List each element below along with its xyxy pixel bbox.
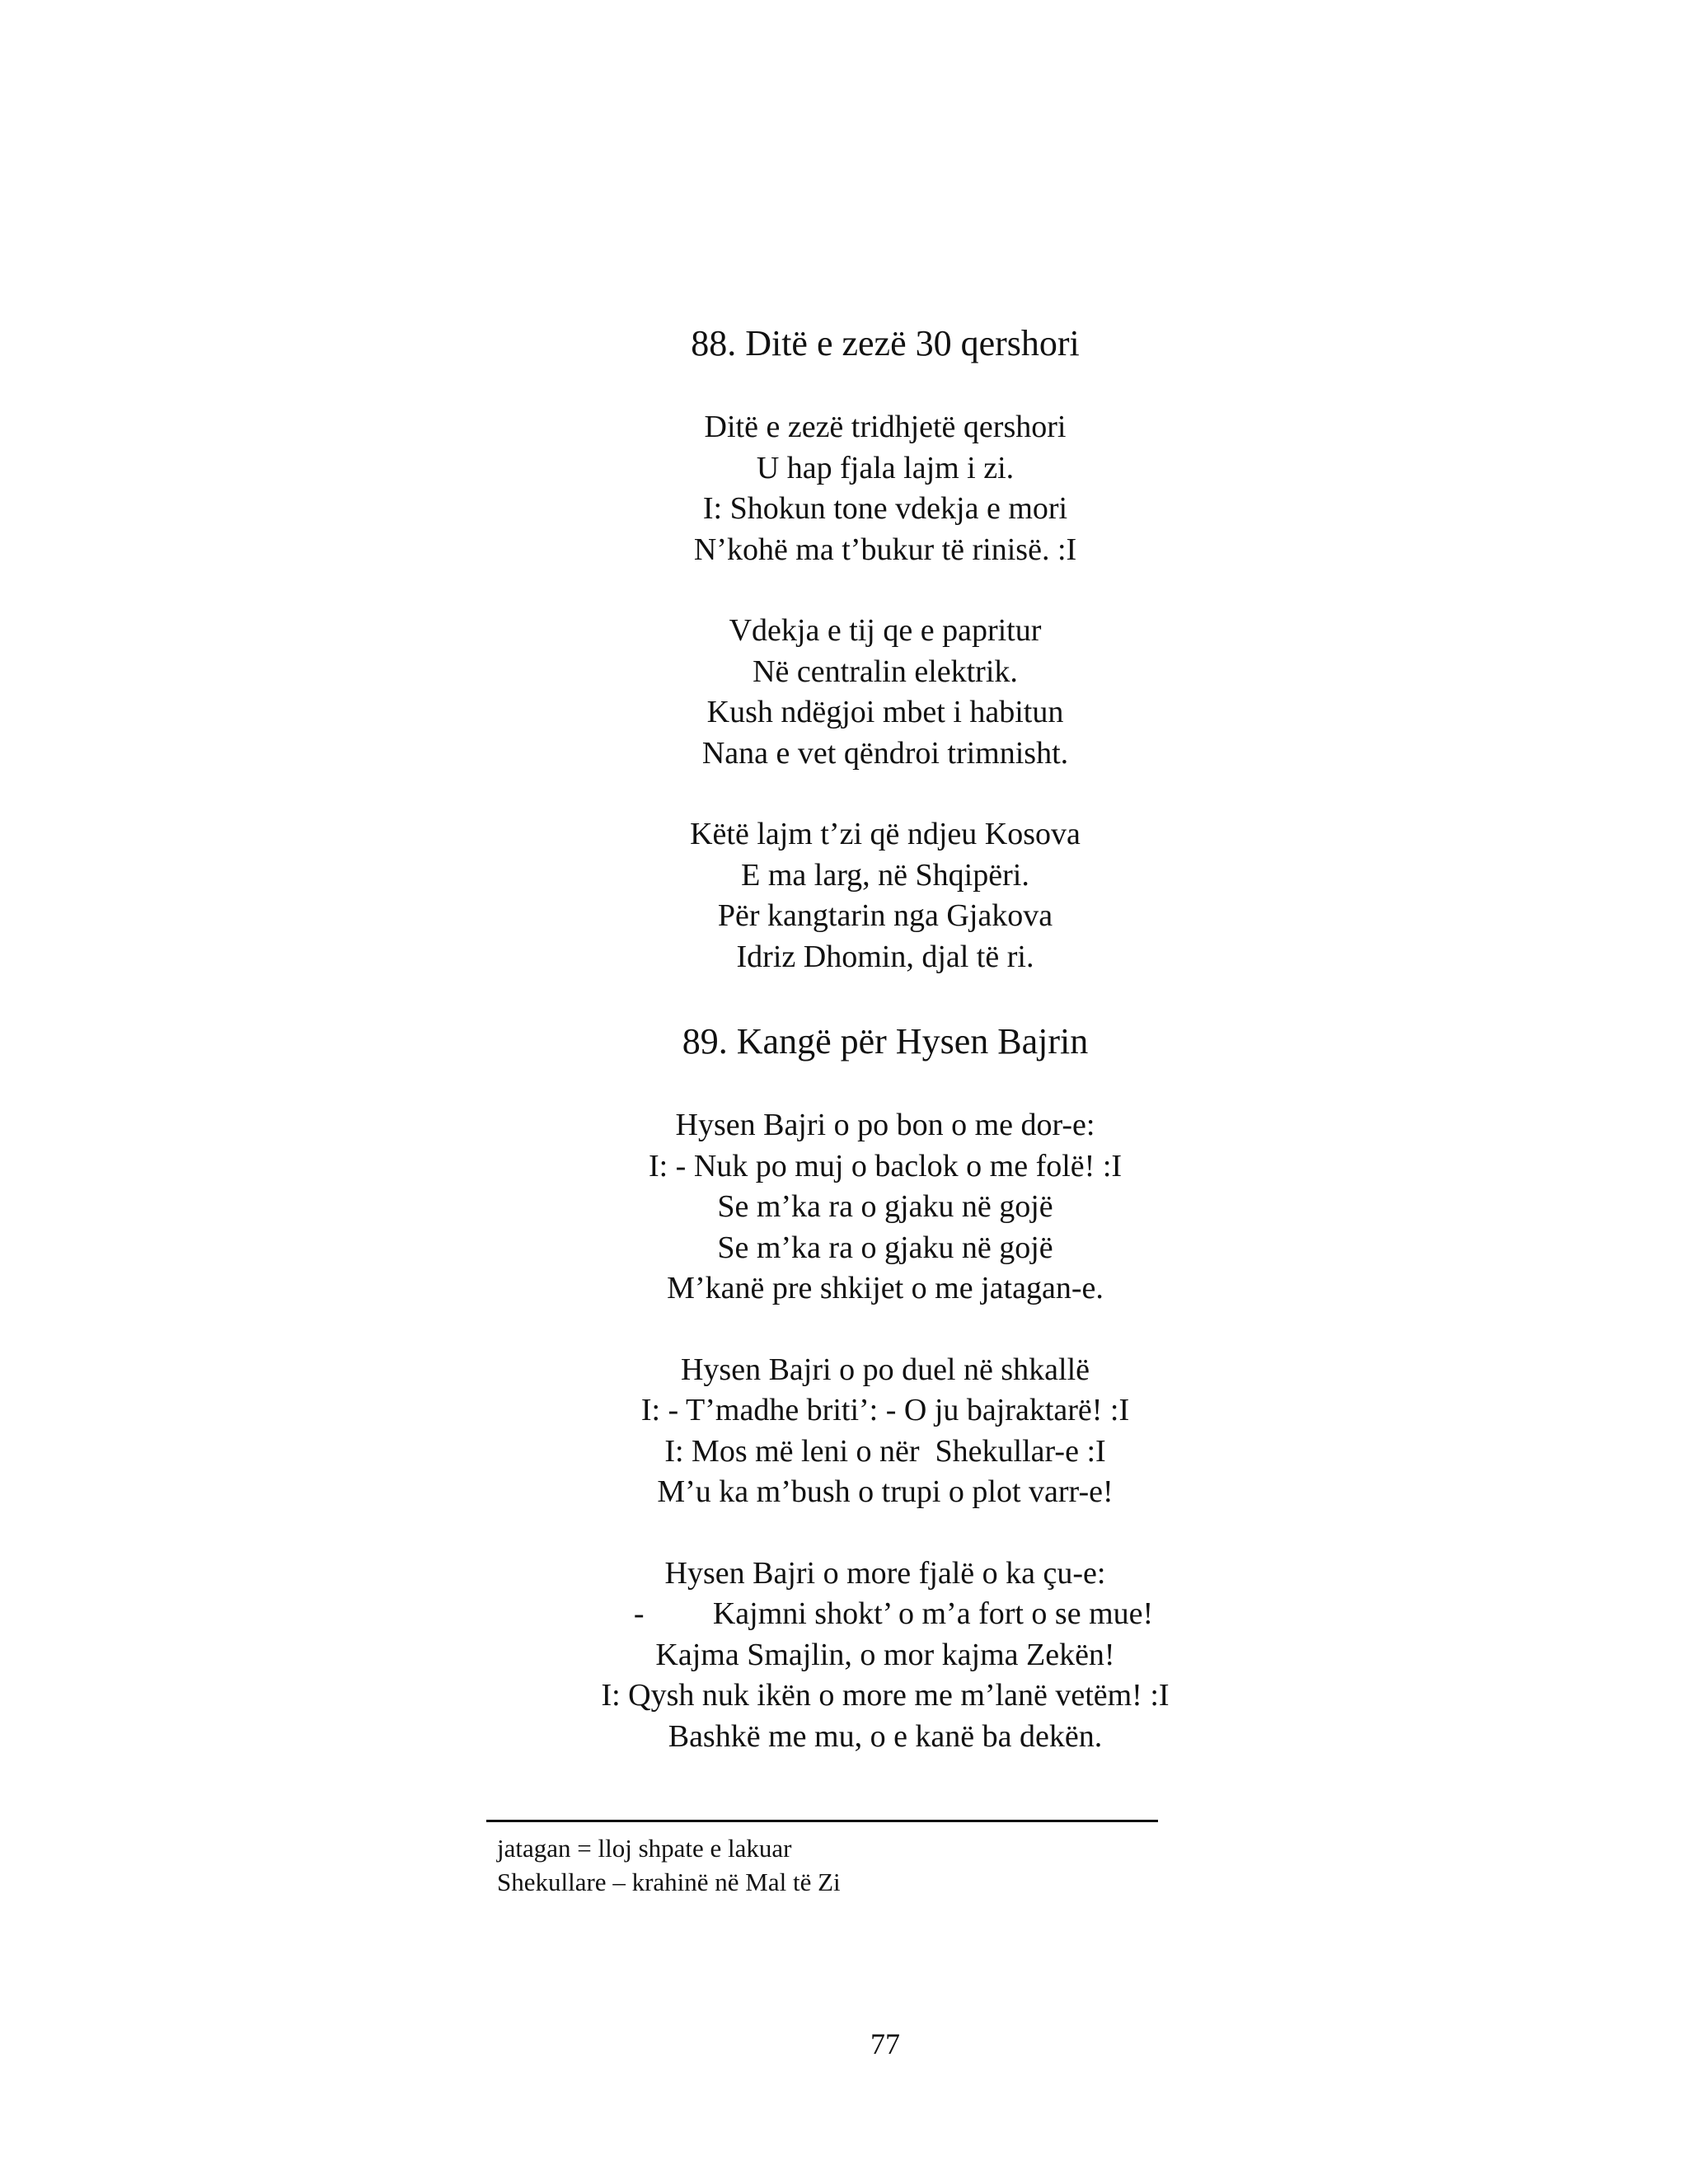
verse-line: M’u ka m’bush o trupi o plot varr-e! [657, 1474, 1114, 1509]
stanza [0, 611, 1688, 774]
footnote: jatagan = lloj shpate e lakuar [497, 1834, 792, 1863]
verse-line: Këtë lajm t’zi që ndjeu Kosova [690, 817, 1081, 851]
verse-line-dialogue [8, 1594, 1688, 1635]
verse-line: I: Shokun tone vdekja e mori [702, 491, 1068, 526]
footnote-divider [486, 1820, 1158, 1822]
verse-line: Hysen Bajri o po bon o me dor-e: [675, 1108, 1095, 1142]
page-number: 77 [870, 2027, 900, 2060]
verse-line: Hysen Bajri o po duel në shkallë [680, 1352, 1090, 1387]
poem-title: 88. Ditë e zezë 30 qershori [691, 323, 1080, 363]
stanza [0, 814, 1688, 977]
verse-line: I: Mos më leni o nër Shekullar-e :I [664, 1433, 1106, 1469]
verse-line: I: - T’madhe briti’: - O ju bajraktarë! :I [640, 1393, 1130, 1427]
verse-line: Nana e vet qëndroi trimnisht. [701, 735, 1069, 771]
verse-line: Idriz Dhomin, djal të ri. [736, 939, 1034, 974]
verse-line: E ma larg, në Shqipëri. [741, 857, 1029, 893]
verse-line: Se m’ka ra o gjaku në gojë [717, 1189, 1053, 1224]
verse-line: Kajma Smajlin, o mor kajma Zekën! [655, 1637, 1115, 1672]
verse-line: Se m’ka ra o gjaku në gojë [717, 1230, 1053, 1265]
verse-line: U hap fjala lajm i zi. [756, 450, 1015, 485]
verse-line: I: Qysh nuk ikën o more me m’lanë vetëm! :I [601, 1678, 1170, 1713]
verse-line: Për kangtarin nga Gjakova [717, 898, 1053, 933]
verse-line: Hysen Bajri o more fjalë o ka çu-e: [664, 1555, 1106, 1591]
verse-line-text: Kajmni shokt’ o m’a fort o se mue! [712, 1596, 1154, 1631]
verse-line: Kush ndëgjoi mbet i habitun [706, 695, 1064, 729]
verse-line: Vdekja e tij qe e papritur [729, 613, 1042, 648]
stanza [0, 1105, 1688, 1310]
dialogue-dash: - [633, 1596, 645, 1631]
stanza [0, 407, 1688, 570]
footnote: Shekullare – krahinë në Mal të Zi [497, 1868, 841, 1896]
verse-line: I: - Nuk po muj o baclok o me folë! :I [648, 1148, 1123, 1183]
verse-line: Ditë e zezë tridhjetë qershori [704, 410, 1067, 444]
footnotes [497, 1831, 841, 1899]
stanza [0, 1554, 1688, 1758]
poem-column [0, 320, 1688, 1797]
verse-line: Bashkë me mu, o e kanë ba dekën. [668, 1718, 1103, 1754]
verse-line: Në centralin elektrik. [753, 654, 1018, 689]
verse-line: N’kohë ma t’bukur të rinisë. :I [693, 532, 1077, 567]
verse-line: M’kanë pre shkijet o me jatagan-e. [667, 1271, 1104, 1305]
stanza [0, 1350, 1688, 1513]
poem-title: 89. Kangë për Hysen Bajrin [682, 1021, 1089, 1062]
